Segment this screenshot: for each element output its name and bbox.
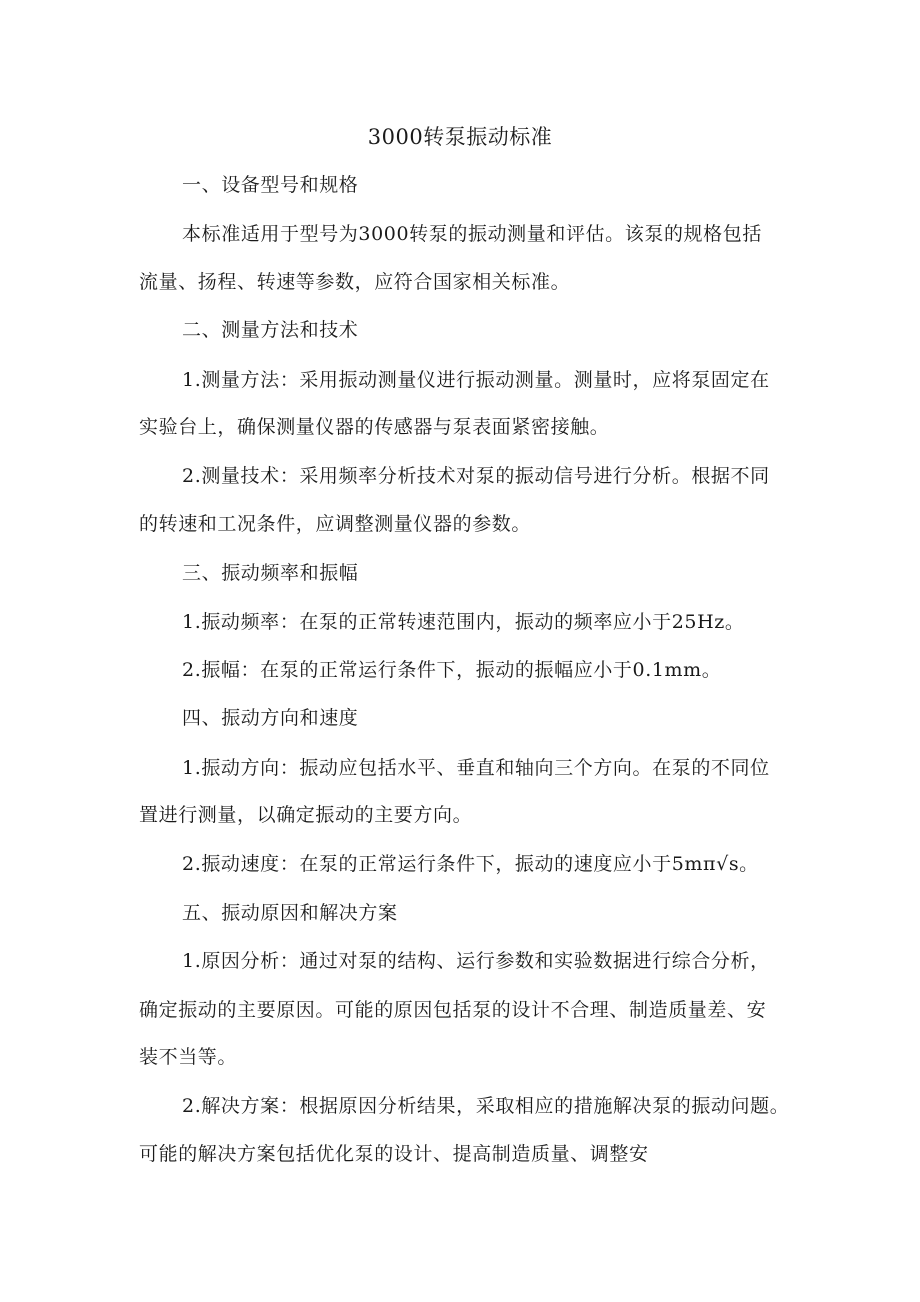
paragraph-line: 置进行测量，以确定振动的主要方向。 [139,804,473,826]
paragraph-line: 2.振幅：在泵的正常运行条件下，振动的振幅应小于0.1mm。 [182,659,722,681]
paragraph-line: 1.原因分析：通过对泵的结构、运行参数和实验数据进行综合分析， [182,950,770,972]
paragraph-line: 确定振动的主要原因。可能的原因包括泵的设计不合理、制造质量差、安 [139,999,767,1021]
paragraph-line: 1.振动方向：振动应包括水平、垂直和轴向三个方向。在泵的不同位 [182,757,770,779]
paragraph-line: 实验台上，确保测量仪器的传感器与泵表面紧密接触。 [139,416,610,438]
paragraph-line: 1.测量方法：采用振动测量仪进行振动测量。测量时，应将泵固定在 [182,369,770,391]
paragraph-line: 装不当等。 [139,1046,238,1068]
paragraph-line: 流量、扬程、转速等参数，应符合国家相关标准。 [139,271,571,293]
paragraph-line: 1.振动频率：在泵的正常转速范围内，振动的频率应小于25Hz。 [182,611,745,633]
paragraph-line: 2.解决方案：根据原因分析结果，采取相应的措施解决泵的振动问题。 [182,1095,790,1117]
document-title: 3000转泵振动标准 [367,125,553,149]
section-heading-1: 一、设备型号和规格 [182,174,359,196]
paragraph-line: 可能的解决方案包括优化泵的设计、提高制造质量、调整安 [139,1143,649,1165]
paragraph-line: 2.振动速度：在泵的正常运行条件下，振动的速度应小于5mπ√s。 [182,853,759,875]
paragraph-line: 本标准适用于型号为3000转泵的振动测量和评估。该泵的规格包括 [182,223,762,245]
section-heading-5: 五、振动原因和解决方案 [182,902,398,924]
section-heading-3: 三、振动频率和振幅 [182,562,359,584]
section-heading-4: 四、振动方向和速度 [182,707,359,729]
section-heading-2: 二、测量方法和技术 [182,319,359,341]
paragraph-line: 2.测量技术：采用频率分析技术对泵的振动信号进行分析。根据不同 [182,465,770,487]
paragraph-line: 的转速和工况条件，应调整测量仪器的参数。 [139,513,532,535]
